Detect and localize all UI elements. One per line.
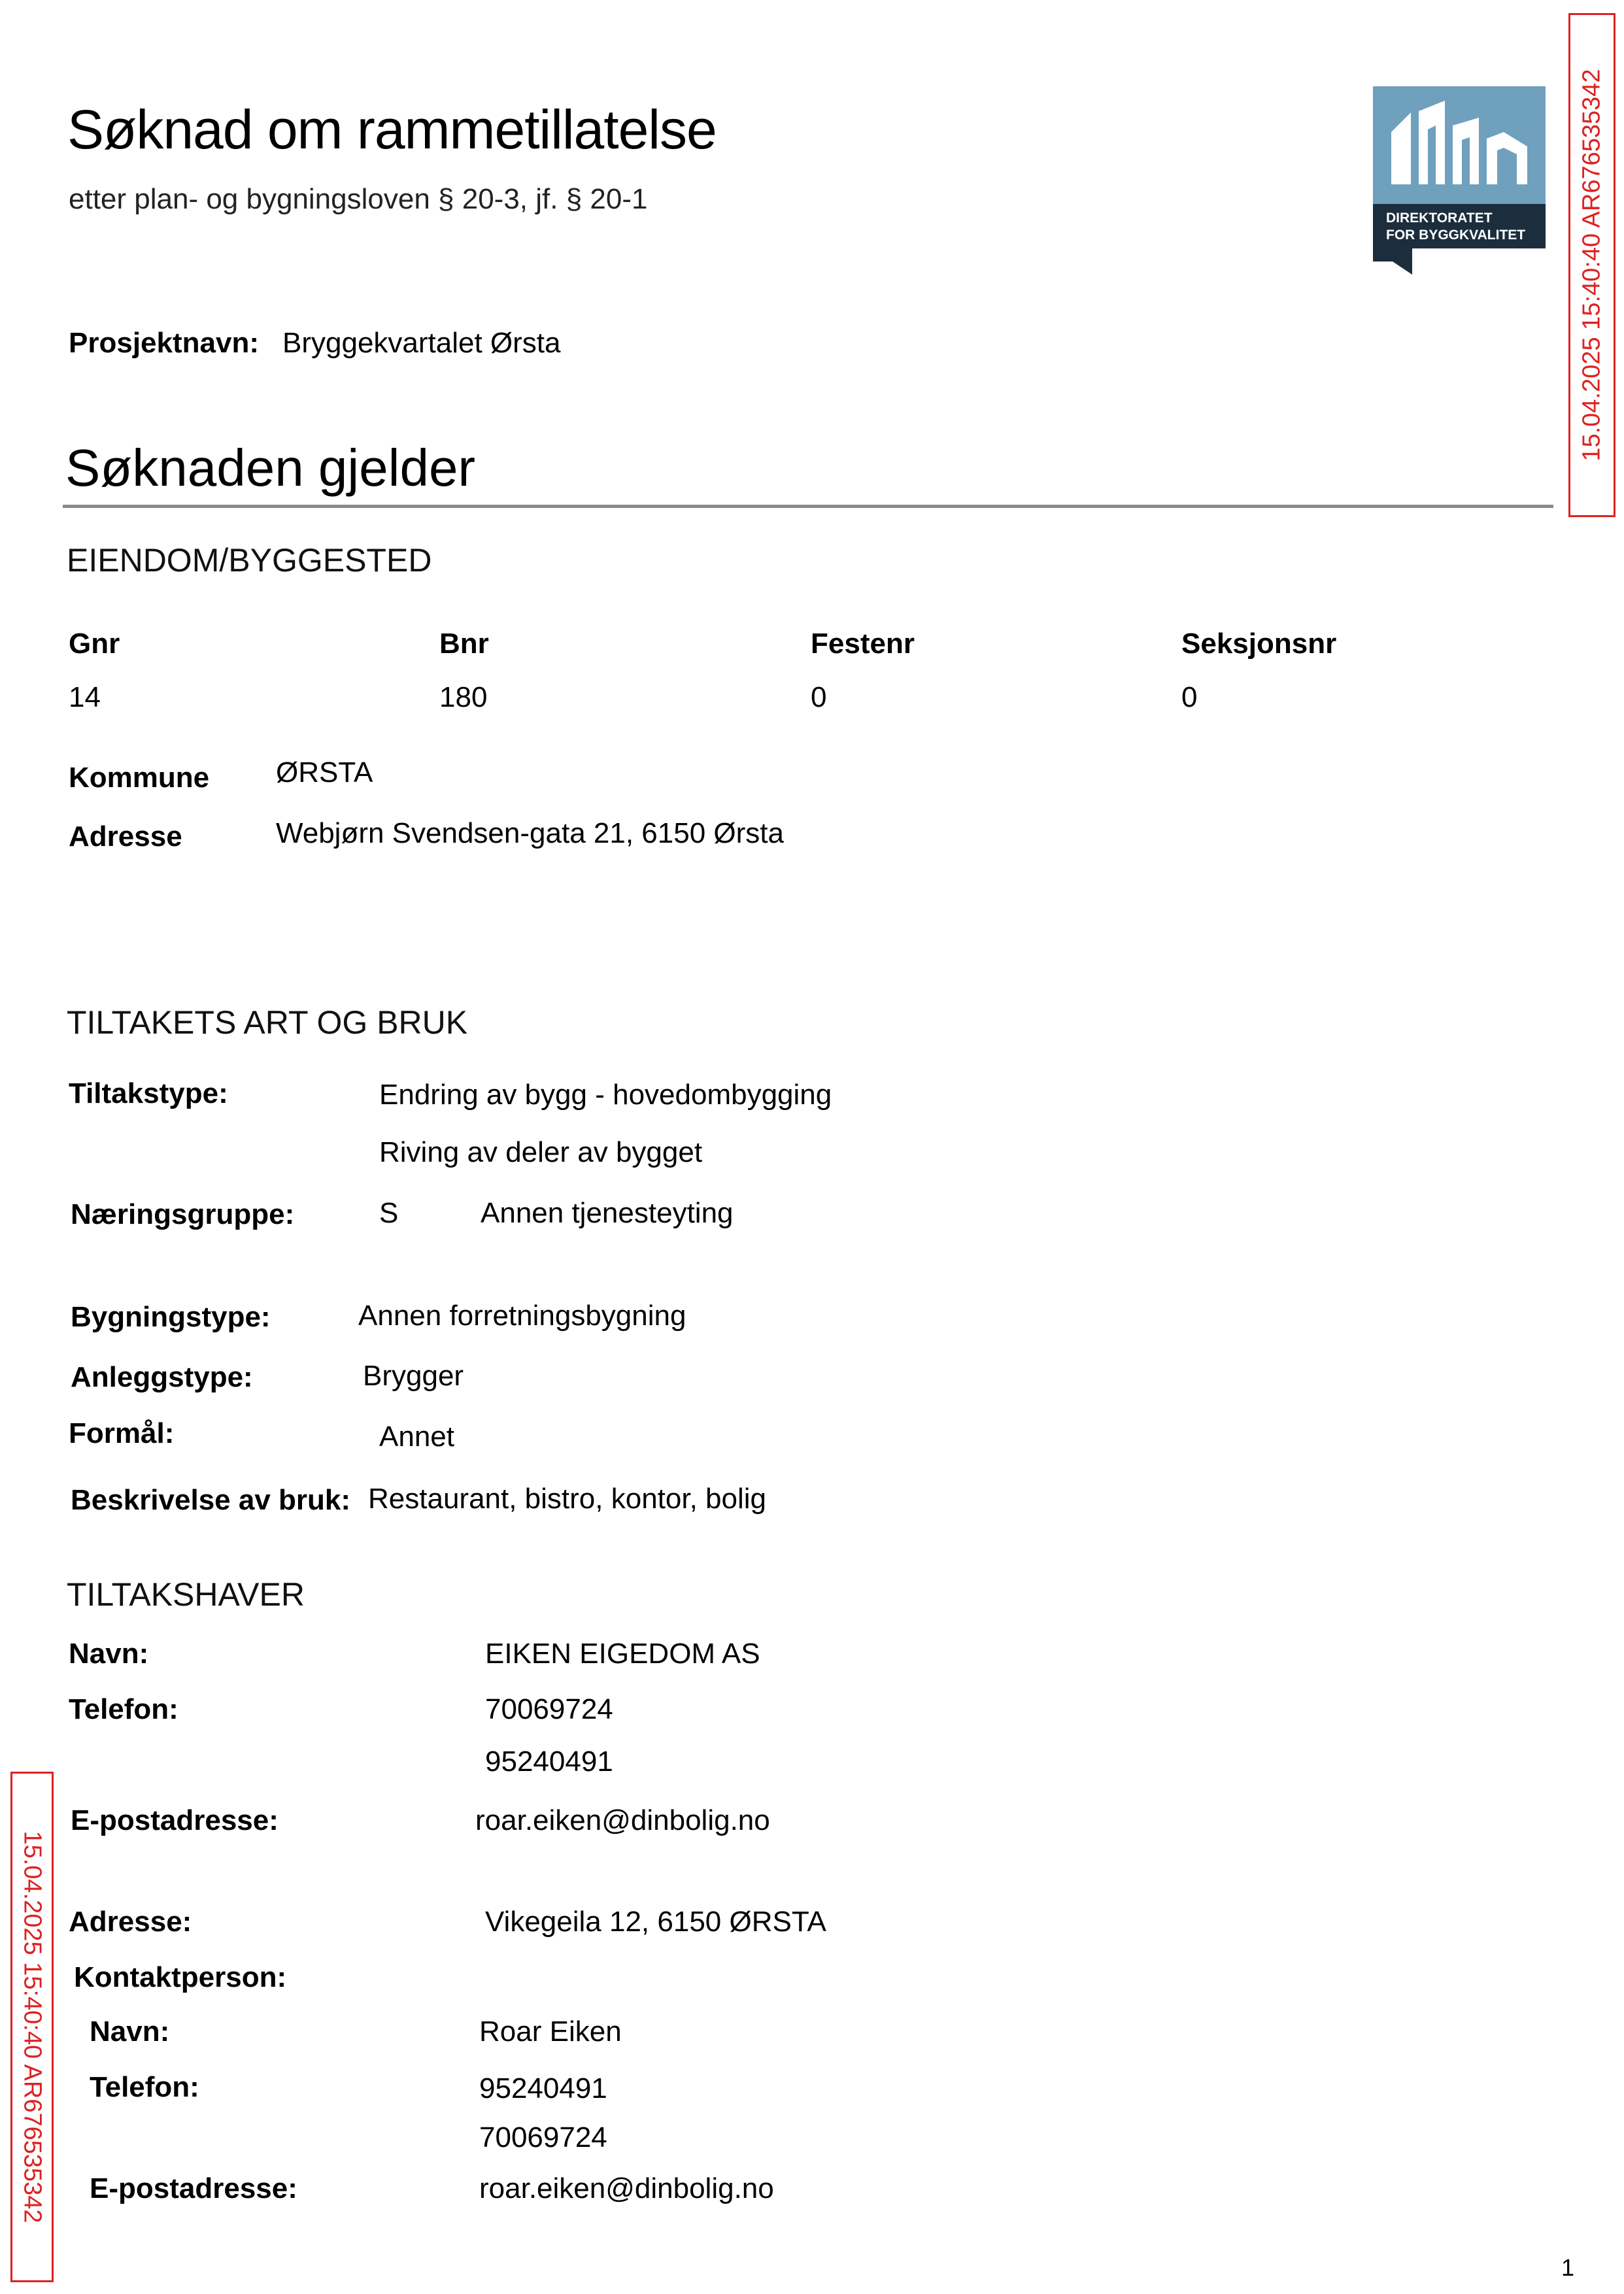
kontakt-telefon-2: 70069724 — [479, 2121, 607, 2153]
tiltakshaver-navn-label: Navn: — [69, 1638, 149, 1670]
tiltakshaver-adresse-label: Adresse: — [69, 1906, 192, 1938]
adresse-value: Webjørn Svendsen-gata 21, 6150 Ørsta — [276, 817, 784, 849]
tiltak-heading: TILTAKETS ART OG BRUK — [67, 1004, 468, 1041]
tiltakstype-value-1: Endring av bygg - hovedombygging — [379, 1079, 832, 1111]
logo-line2: FOR BYGGKVALITET — [1386, 228, 1526, 243]
bnr-value: 180 — [439, 681, 488, 713]
seksjonsnr-value: 0 — [1181, 681, 1198, 713]
beskrivelse-value: Restaurant, bistro, kontor, bolig — [368, 1483, 766, 1515]
gnr-value: 14 — [69, 681, 101, 713]
project-name: Bryggekvartalet Ørsta — [282, 327, 561, 359]
kontakt-navn-value: Roar Eiken — [479, 2016, 622, 2048]
dibk-logo-graphic — [1373, 86, 1546, 275]
formal-value: Annet — [379, 1421, 454, 1453]
kontakt-epost-value: roar.eiken@dinbolig.no — [479, 2172, 774, 2204]
festenr-value: 0 — [811, 681, 827, 713]
archive-stamp-top-text: 15.04.2025 15:40:40 AR676535342 — [1578, 69, 1606, 462]
tiltakshaver-heading: TILTAKSHAVER — [67, 1576, 305, 1613]
dibk-logo — [1373, 86, 1546, 275]
festenr-label: Festenr — [811, 628, 915, 660]
document-subtitle: etter plan- og bygningsloven § 20-3, jf. § 20-1 — [69, 183, 648, 215]
formal-label: Formål: — [69, 1417, 175, 1449]
beskrivelse-label: Beskrivelse av bruk: — [71, 1484, 351, 1516]
tiltakshaver-adresse-value: Vikegeila 12, 6150 ØRSTA — [485, 1906, 826, 1938]
kommune-label: Kommune — [69, 762, 210, 794]
kontakt-telefon-label: Telefon: — [90, 2071, 199, 2103]
bygningstype-value: Annen forretningsbygning — [358, 1300, 686, 1332]
anleggstype-value: Brygger — [363, 1360, 464, 1392]
page-number: 1 — [1561, 2254, 1575, 2281]
tiltakshaver-navn-value: EIKEN EIGEDOM AS — [485, 1638, 760, 1670]
archive-stamp-bottom-text: 15.04.2025 15:40:40 AR676535342 — [18, 1830, 46, 2223]
archive-stamp-bottom — [10, 1772, 54, 2282]
heading-rule — [63, 505, 1553, 508]
tiltakshaver-telefon-label: Telefon: — [69, 1693, 178, 1725]
archive-stamp-top — [1568, 13, 1616, 517]
project-label: Prosjektnavn: — [69, 327, 259, 359]
tiltakshaver-epost-label: E-postadresse: — [71, 1804, 279, 1836]
naeringsgruppe-value: Annen tjenesteyting — [481, 1197, 734, 1229]
anleggstype-label: Anleggstype: — [71, 1361, 253, 1393]
tiltakshaver-telefon-2: 95240491 — [485, 1746, 613, 1778]
property-heading: EIENDOM/BYGGESTED — [67, 542, 432, 579]
adresse-label: Adresse — [69, 820, 182, 852]
bygningstype-label: Bygningstype: — [71, 1301, 271, 1333]
naeringsgruppe-label: Næringsgruppe: — [71, 1198, 295, 1230]
kontakt-telefon-1: 95240491 — [479, 2072, 607, 2104]
kontaktperson-label: Kontaktperson: — [74, 1961, 287, 1993]
kommune-value: ØRSTA — [276, 756, 373, 788]
logo-line1: DIREKTORATET — [1386, 211, 1493, 226]
section-heading: Søknaden gjelder — [65, 439, 476, 497]
tiltakstype-label: Tiltakstype: — [69, 1077, 228, 1109]
seksjonsnr-label: Seksjonsnr — [1181, 628, 1337, 660]
kontakt-epost-label: E-postadresse: — [90, 2172, 297, 2204]
tiltakshaver-epost-value: roar.eiken@dinbolig.no — [475, 1804, 770, 1836]
kontakt-navn-label: Navn: — [90, 2016, 170, 2048]
bnr-label: Bnr — [439, 628, 489, 660]
tiltakshaver-telefon-1: 70069724 — [485, 1693, 613, 1725]
tiltakstype-value-2: Riving av deler av bygget — [379, 1136, 703, 1168]
gnr-label: Gnr — [69, 628, 120, 660]
naeringsgruppe-code: S — [379, 1197, 399, 1229]
document-title: Søknad om rammetillatelse — [67, 99, 717, 160]
